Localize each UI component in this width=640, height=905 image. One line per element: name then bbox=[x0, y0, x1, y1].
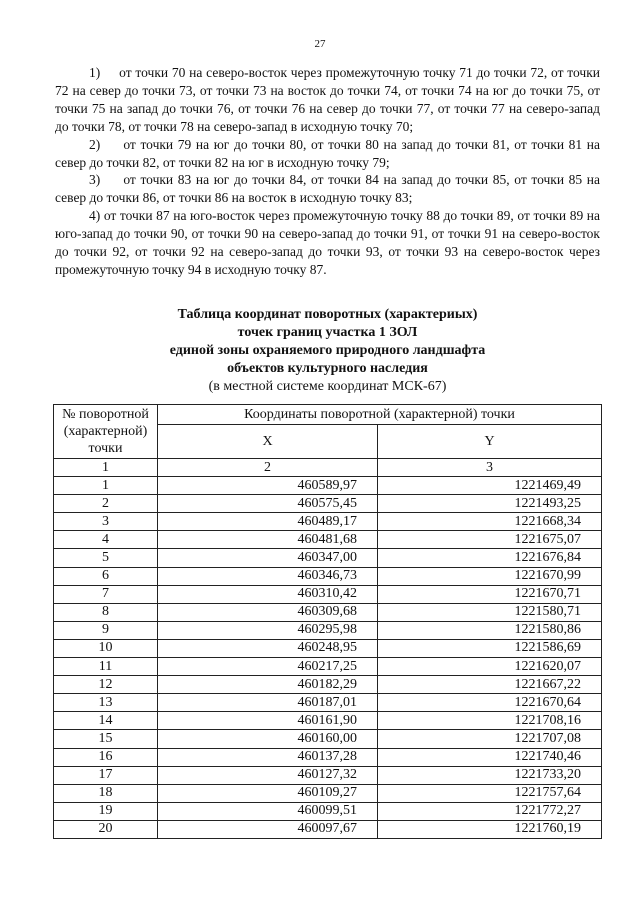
y-coordinate-cell: 1221772,27 bbox=[378, 802, 602, 820]
x-coordinate-cell: 460097,67 bbox=[158, 820, 378, 838]
x-coordinate-cell: 460127,32 bbox=[158, 766, 378, 784]
table-title-line: единой зоны охраняемого природного ландшафта bbox=[169, 342, 486, 358]
y-coordinate-cell: 1221708,16 bbox=[378, 712, 602, 730]
y-coordinate-cell: 1221707,08 bbox=[378, 730, 602, 748]
y-coordinate-cell: 1221740,46 bbox=[378, 748, 602, 766]
x-coordinate-cell: 460217,25 bbox=[158, 658, 378, 676]
table-row bbox=[54, 730, 602, 748]
y-coordinate-cell: 1221667,22 bbox=[378, 676, 602, 694]
point-number-cell: 5 bbox=[54, 549, 158, 567]
paragraph-label: 2) bbox=[89, 136, 101, 152]
table-row bbox=[54, 567, 602, 585]
y-coordinate-cell: 1221757,64 bbox=[378, 784, 602, 802]
y-coordinate-cell: 1221620,07 bbox=[378, 658, 602, 676]
column-number: 2 bbox=[158, 459, 378, 477]
x-coordinate-cell: 460248,95 bbox=[158, 639, 378, 657]
y-coordinate-cell: 1221760,19 bbox=[378, 820, 602, 838]
table-row bbox=[54, 676, 602, 694]
y-coordinate-cell: 1221670,64 bbox=[378, 694, 602, 712]
x-coordinate-cell: 460346,73 bbox=[158, 567, 378, 585]
table-row bbox=[54, 658, 602, 676]
point-number-cell: 17 bbox=[54, 766, 158, 784]
table-row bbox=[54, 766, 602, 784]
page-number: 27 bbox=[314, 38, 326, 50]
y-coordinate-cell: 1221670,71 bbox=[378, 585, 602, 603]
table-row bbox=[54, 621, 602, 639]
table-row bbox=[54, 549, 602, 567]
paragraphs bbox=[55, 64, 600, 279]
y-coordinate-cell: 1221493,25 bbox=[378, 495, 602, 513]
table-title-line: точек границ участка 1 ЗОЛ bbox=[237, 324, 418, 340]
coordinate-system-note: (в местной системе координат МСК-67) bbox=[208, 378, 447, 394]
paragraph-text: от точки 83 на юг до точки 84, от точки 84 на запад до точки 85, от точки 85 на север до точки 86, от точки 86 на восток в исходную точку 83; bbox=[55, 172, 601, 206]
point-number-cell: 7 bbox=[54, 585, 158, 603]
paragraph-label: 1) bbox=[89, 65, 101, 80]
point-number-cell: 15 bbox=[54, 730, 158, 748]
x-coordinate-cell: 460589,97 bbox=[158, 477, 378, 495]
point-number-cell: 16 bbox=[54, 748, 158, 766]
coordinates-header: Координаты поворотной (характерной) точки bbox=[158, 405, 602, 425]
point-number-cell: 1 bbox=[54, 477, 158, 495]
paragraph-4 bbox=[55, 207, 600, 279]
x-coordinate-cell: 460137,28 bbox=[158, 748, 378, 766]
column-number: 1 bbox=[54, 459, 158, 477]
table-row bbox=[54, 712, 602, 730]
table-row bbox=[54, 748, 602, 766]
x-coordinate-cell: 460099,51 bbox=[158, 802, 378, 820]
x-coordinate-cell: 460575,45 bbox=[158, 495, 378, 513]
point-number-header: № поворотной (характерной) точки bbox=[54, 405, 158, 459]
table-row bbox=[54, 694, 602, 712]
table-title-line: объектов культурного наследия bbox=[227, 360, 428, 376]
table-row bbox=[54, 477, 602, 495]
y-coordinate-cell: 1221580,86 bbox=[378, 621, 602, 639]
paragraph-text: от точки 87 на юго-восток через промежуточную точку 88 до точки 89, от точки 89 на юго-запад до точки 90, от точки 90 на северо-запад до точки 91, от точки 91 на северо-восток до точки 92, от точки 92 на северо-запад до точки 93, от точки 93 на северо-восток через промежуточную точку 94 в исходную точку 87. bbox=[55, 208, 601, 277]
table-header-row bbox=[54, 405, 602, 425]
x-header: X bbox=[158, 425, 378, 459]
table-row bbox=[54, 784, 602, 802]
x-coordinate-cell: 460109,27 bbox=[158, 784, 378, 802]
point-number-cell: 14 bbox=[54, 712, 158, 730]
table-row bbox=[54, 820, 602, 838]
table-row bbox=[54, 585, 602, 603]
point-number-cell: 10 bbox=[54, 639, 158, 657]
y-header: Y bbox=[378, 425, 602, 459]
y-coordinate-cell: 1221586,69 bbox=[378, 639, 602, 657]
paragraph-label: 3) bbox=[89, 172, 101, 188]
table-row bbox=[54, 531, 602, 549]
point-number-cell: 11 bbox=[54, 658, 158, 676]
y-coordinate-cell: 1221580,71 bbox=[378, 603, 602, 621]
table-title-line: Таблица координат поворотных (характериых) bbox=[177, 307, 478, 322]
point-number-cell: 3 bbox=[54, 513, 158, 531]
paragraph-2 bbox=[55, 136, 600, 172]
paragraph-label: 4) bbox=[89, 208, 101, 224]
point-number-cell: 12 bbox=[54, 676, 158, 694]
table-row bbox=[54, 639, 602, 657]
point-number-cell: 9 bbox=[54, 621, 158, 639]
point-number-cell: 13 bbox=[54, 694, 158, 712]
paragraph-3 bbox=[55, 171, 600, 207]
paragraph-text: от точки 70 на северо-восток через промежуточную точку 71 до точки 72, от точки 72 на север до точки 73, от точки 73 на восток до точки 74, от точки 74 на юг до точки 75, от точки 75 на запад до точки 76, от точки 76 на север до точки 77, от точки 77 на северо-запад до точки 78, от точки 78 на северо-запад в исходную точку 70; bbox=[55, 65, 601, 134]
y-coordinate-cell: 1221733,20 bbox=[378, 766, 602, 784]
y-coordinate-cell: 1221670,99 bbox=[378, 567, 602, 585]
x-coordinate-cell: 460187,01 bbox=[158, 694, 378, 712]
column-numbering-row bbox=[54, 459, 602, 477]
point-number-cell: 19 bbox=[54, 802, 158, 820]
x-coordinate-cell: 460309,68 bbox=[158, 603, 378, 621]
x-coordinate-cell: 460347,00 bbox=[158, 549, 378, 567]
y-coordinate-cell: 1221676,84 bbox=[378, 549, 602, 567]
point-number-cell: 2 bbox=[54, 495, 158, 513]
paragraph-1 bbox=[55, 64, 600, 136]
point-number-cell: 18 bbox=[54, 784, 158, 802]
table-heading bbox=[55, 306, 600, 396]
y-coordinate-cell: 1221675,07 bbox=[378, 531, 602, 549]
table-row bbox=[54, 513, 602, 531]
table-row bbox=[54, 495, 602, 513]
x-coordinate-cell: 460295,98 bbox=[158, 621, 378, 639]
x-coordinate-cell: 460489,17 bbox=[158, 513, 378, 531]
table-row bbox=[54, 802, 602, 820]
x-coordinate-cell: 460161,90 bbox=[158, 712, 378, 730]
x-coordinate-cell: 460481,68 bbox=[158, 531, 378, 549]
x-coordinate-cell: 460160,00 bbox=[158, 730, 378, 748]
point-number-cell: 8 bbox=[54, 603, 158, 621]
table-row bbox=[54, 603, 602, 621]
coordinates-table bbox=[53, 404, 602, 839]
paragraph-text: от точки 79 на юг до точки 80, от точки 80 на запад до точки 81, от точки 81 на север до точки 82, от точки 82 на юг в исходную точку 79; bbox=[55, 136, 601, 170]
y-coordinate-cell: 1221668,34 bbox=[378, 513, 602, 531]
x-coordinate-cell: 460182,29 bbox=[158, 676, 378, 694]
y-coordinate-cell: 1221469,49 bbox=[378, 477, 602, 495]
x-coordinate-cell: 460310,42 bbox=[158, 585, 378, 603]
point-number-cell: 4 bbox=[54, 531, 158, 549]
coordinates-table-body bbox=[54, 477, 602, 839]
column-number: 3 bbox=[378, 459, 602, 477]
point-number-cell: 20 bbox=[54, 820, 158, 838]
point-number-cell: 6 bbox=[54, 567, 158, 585]
